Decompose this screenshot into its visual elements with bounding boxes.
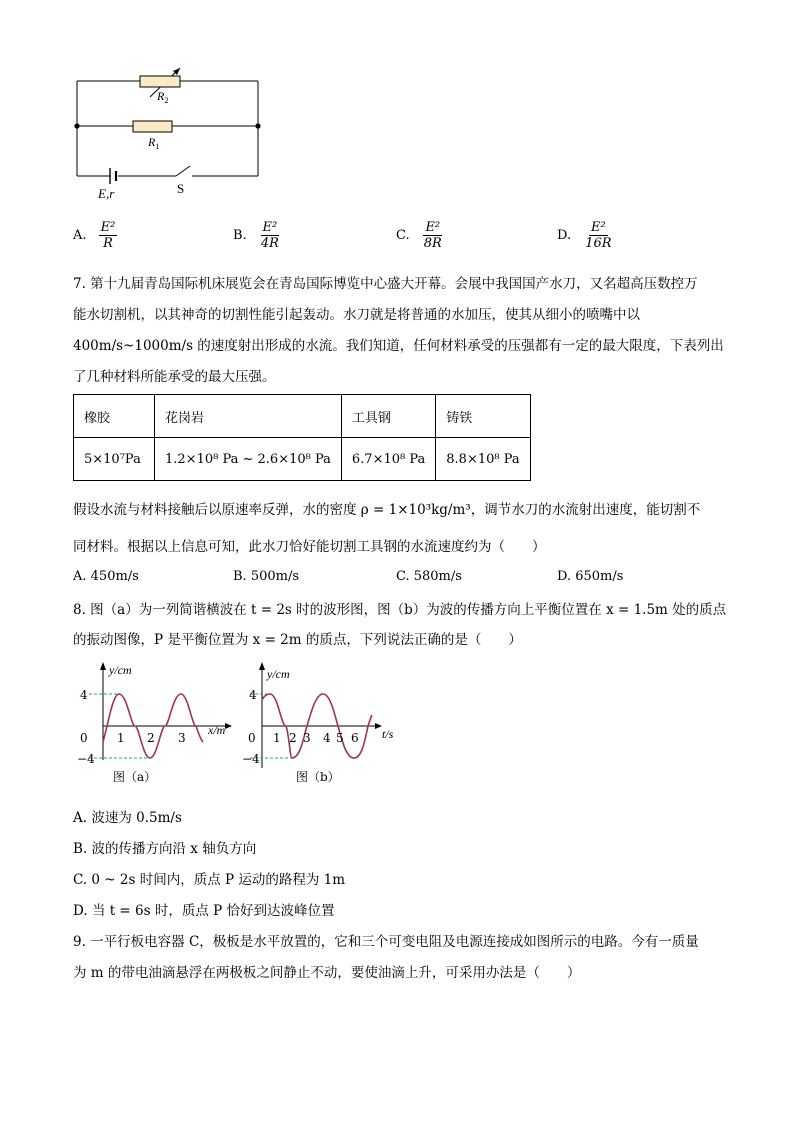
q6-option-a[interactable]: A. $\frac{\text{E²}}{R}$	[73, 220, 116, 251]
denominator: 16R	[585, 236, 612, 251]
q9-text-line: 为 m 的带电油滴悬浮在两极板之间静止不动，要使油滴上升，可采用办法是（ ）	[73, 965, 581, 981]
y-tick-label: −4	[242, 752, 260, 766]
q7-text-line: 了几种材料所能承受的最大压强。	[73, 369, 276, 385]
circuit-diagram	[60, 60, 280, 205]
table-header-row	[74, 395, 531, 438]
wave-graph-a	[75, 660, 240, 788]
q8-option-b[interactable]: B. 波的传播方向沿 x 轴负方向	[73, 841, 257, 857]
q8-option-a[interactable]: A. 波速为 0.5m/s	[73, 810, 182, 826]
wave-graph-b	[240, 660, 410, 788]
x-axis-label: t/s	[382, 727, 394, 741]
x-tick-label: 5	[336, 731, 344, 745]
numerator: E²	[262, 220, 278, 235]
resistor-r1	[133, 121, 172, 132]
junction-node-right	[255, 123, 260, 128]
table-header-cell: 工具钢	[341, 395, 435, 438]
q7-option-c[interactable]: C. 580m/s	[396, 569, 462, 584]
table-cell: 8.8×10⁸ Pa	[436, 438, 530, 481]
q7-option-a[interactable]: A. 450m/s	[73, 569, 139, 584]
x-tick-label: 1	[117, 731, 125, 745]
q7-option-b[interactable]: B. 500m/s	[233, 569, 300, 584]
q7-text-line: 能水切割机，以其神奇的切割性能引起轰动。水刀就是将普通的水加压，使其从细小的喷嘴中以	[73, 307, 640, 323]
x-axis-label: x/m	[208, 723, 226, 737]
switch-label: S	[177, 181, 185, 196]
q7-text-line: 同材料。根据以上信息可知，此水刀恰好能切割工具钢的水流速度约为（ ）	[73, 539, 546, 555]
table-header-cell: 橡胶	[74, 395, 155, 438]
x-tick-label: 2	[289, 731, 297, 745]
q7-text-line: 假设水流与材料接触后以原速率反弹，水的密度 ρ = 1×10³kg/m³，调节水刀的水流射出速度，能切割不	[73, 502, 701, 518]
graph-caption: 图（b）	[296, 770, 340, 784]
q6-option-b[interactable]: B. $\frac{\text{E²}}{4R}$	[233, 220, 279, 251]
numerator: E²	[100, 220, 116, 235]
x-tick-label: 6	[351, 731, 359, 745]
table-cell: 6.7×10⁸ Pa	[341, 438, 435, 481]
x-tick-label: 2	[147, 731, 155, 745]
y-tick-label: 4	[249, 688, 257, 702]
q8-option-d[interactable]: D. 当 t = 6s 时，质点 P 恰好到达波峰位置	[73, 903, 335, 919]
table-cell: 5×10⁷Pa	[74, 438, 155, 481]
graph-caption: 图（a）	[113, 770, 157, 784]
resistor-r2	[140, 76, 180, 87]
q8-option-c[interactable]: C. 0 ~ 2s 时间内，质点 P 运动的路程为 1m	[73, 872, 346, 888]
x-tick-label: 3	[178, 731, 186, 745]
origin-label: 0	[248, 731, 256, 745]
table-cell: 1.2×10⁸ Pa ~ 2.6×10⁸ Pa	[155, 438, 342, 481]
denominator: 8R	[423, 236, 442, 251]
denominator: R	[103, 236, 113, 251]
q9-text-line: 9. 一平行板电容器 C，极板是水平放置的，它和三个可变电阻及电源连接成如图所示的电路。今有一质量	[73, 934, 699, 950]
materials-table	[73, 394, 531, 481]
q6-option-c[interactable]: C. $\frac{\text{E²}}{8R}$	[396, 220, 442, 251]
numerator: E²	[591, 220, 606, 235]
denominator: 4R	[260, 236, 279, 251]
y-axis-label: y/cm	[109, 663, 132, 677]
q8-text-line: 8. 图（a）为一列简谐横波在 t = 2s 时的波形图，图（b）为波的传播方向上平衡位置在 x = 1.5m 处的质点	[73, 602, 727, 618]
table-header-cell: 花岗岩	[155, 395, 342, 438]
x-tick-label: 3	[303, 731, 311, 745]
q7-text-line: 7. 第十九届青岛国际机床展览会在青岛国际博览中心盛大开幕。会展中我国国产水刀，又名超高压数控万	[73, 276, 698, 292]
y-axis-label: y/cm	[267, 667, 290, 681]
y-tick-label: 4	[80, 688, 88, 702]
q6-option-d[interactable]: D. $\frac{\text{E²}}{16R}$	[557, 220, 612, 251]
junction-node-left	[74, 123, 79, 128]
table-header-cell: 铸铁	[436, 395, 530, 438]
x-tick-label: 4	[323, 731, 331, 745]
r2-label: $R_2$	[157, 89, 169, 105]
table-row	[74, 438, 531, 481]
source-label: E,r	[98, 186, 115, 201]
numerator: E²	[425, 220, 441, 235]
q7-text-line: 400m/s~1000m/s 的速度射出形成的水流。我们知道，任何材料承受的压强都有一定的最大限度，下表列出	[73, 338, 724, 354]
origin-label: 0	[80, 731, 88, 745]
y-tick-label: −4	[77, 752, 95, 766]
q7-option-d[interactable]: D. 650m/s	[557, 569, 624, 584]
x-tick-label: 1	[273, 731, 281, 745]
r1-label: $R_1$	[148, 135, 160, 151]
q8-text-line: 的振动图像，P 是平衡位置为 x = 2m 的质点，下列说法正确的是（ ）	[73, 632, 522, 648]
